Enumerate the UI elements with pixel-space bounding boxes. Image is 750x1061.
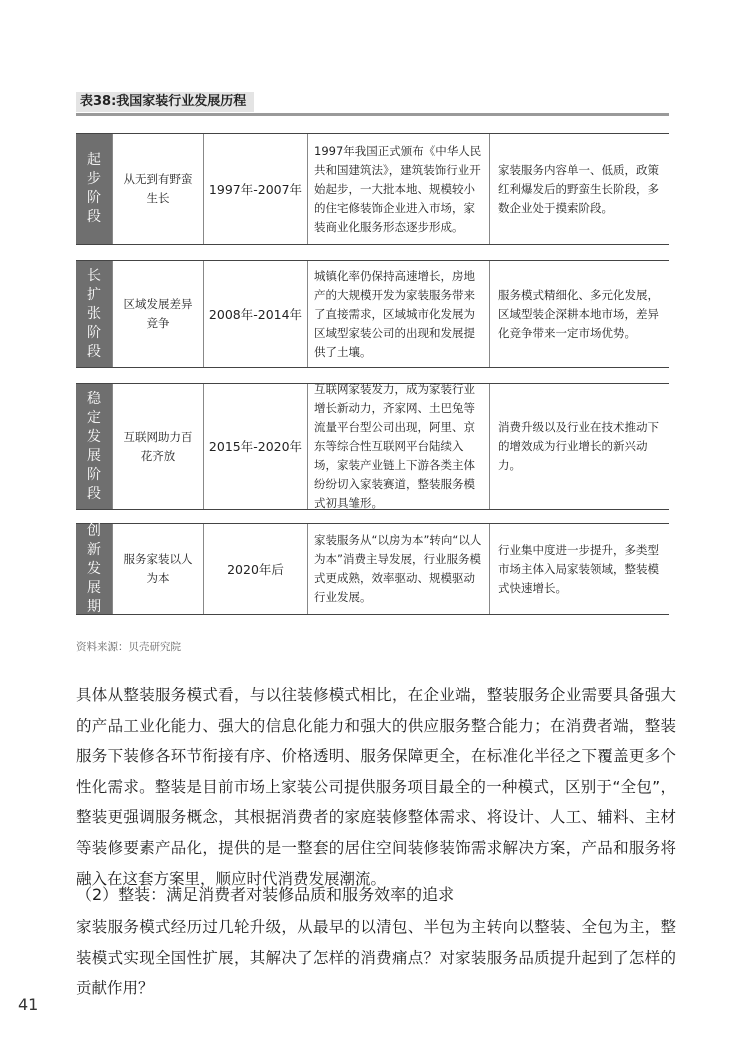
stage-period: 2015年-2020年: [203, 384, 307, 509]
page-number: 41: [18, 995, 39, 1014]
stage-description: 互联网家装发力，成为家装行业增长新动力，齐家网、土巴兔等流量平台型公司出现，阿里、京东等综合性互联网平台陆续入场，家装产业链上下游各类主体纷纷切入家装赛道，整装服务模式初具雏形。: [307, 384, 489, 509]
stage-label: 稳定发展阶段: [87, 390, 101, 502]
source-note: 资料来源：贝壳研究院: [76, 641, 181, 653]
stage-name: 从无到有野蛮生长: [123, 172, 193, 205]
stage-name: 互联网助力百花齐放: [123, 429, 193, 463]
stage-name: 区域发展差异竞争: [123, 297, 193, 330]
stage-features: 行业集中度进一步提升，多类型市场主体入局家装领域，整装模式快速增长。: [489, 524, 669, 614]
table-title: 表38:我国家装行业发展历程: [76, 92, 254, 112]
table-row-startup: [76, 133, 669, 245]
table-row-stable: [76, 383, 669, 510]
section-heading: （2）整装：满足消费者对装修品质和服务效率的追求: [76, 885, 455, 904]
stage-period: 2020年后: [203, 524, 307, 614]
table-row-expansion: [76, 260, 669, 368]
stage-name: 服务家装以人为本: [123, 552, 193, 585]
table-row-innovation: [76, 523, 669, 615]
stage-features: 家装服务内容单一、低质，政策红利爆发后的野蛮生长阶段，多数企业处于摸索阶段。: [489, 134, 669, 244]
stage-label: 创新发展期: [87, 522, 101, 615]
stage-period: 1997年-2007年: [203, 134, 307, 244]
stage-period: 2008年-2014年: [203, 261, 307, 367]
body-paragraph: 家装服务模式经历过几轮升级，从最早的以清包、半包为主转向以整装、全包为主，整装模式实现全国性扩展，其解决了怎样的消费痛点？对家装服务品质提升起到了怎样的贡献作用？: [76, 918, 676, 998]
title-rule: [76, 113, 669, 116]
stage-label: 起步阶段: [87, 152, 101, 225]
body-paragraph: 具体从整装服务模式看，与以往装修模式相比，在企业端，整装服务企业需要具备强大的产品工业化能力、强大的信息化能力和强大的供应服务整合能力；在消费者端，整装服务下装修各环节衔接有序、价格透明、服务保障更全，在标准化半径之下覆盖更多个性化需求。整装是目前市场上家装公司提供服务项目最全的一种模式，区别于“全包”，整装更强调服务概念，其根据消费者的家庭装修整体需求、将设计、人工、辅料、主材等装修要素产品化，提供的是一整套的居住空间装修装饰需求解决方案，产品和服务将融入在这套方案里，顺应时代消费发展潮流。: [76, 686, 676, 888]
stage-label: 长扩张阶段: [87, 267, 101, 360]
stage-features: 服务模式精细化、多元化发展，区域型装企深耕本地市场，差异化竞争带来一定市场优势。: [489, 261, 669, 367]
stage-description: 城镇化率仍保持高速增长，房地产的大规模开发为家装服务带来了直接需求，区域城市化发展为区域型家装公司的出现和发展提供了土壤。: [307, 261, 489, 367]
stage-features: 消费升级以及行业在技术推动下的增效成为行业增长的新兴动力。: [489, 384, 669, 509]
stage-description: 家装服务从“以房为本”转向“以人为本”消费主导发展，行业服务模式更成熟，效率驱动、规模驱动行业发展。: [307, 524, 489, 614]
stage-description: 1997年我国正式颁布《中华人民共和国建筑法》，建筑装饰行业开始起步，一大批本地、规模较小的住宅修装饰企业进入市场，家装商业化服务形态逐步形成。: [307, 134, 489, 244]
